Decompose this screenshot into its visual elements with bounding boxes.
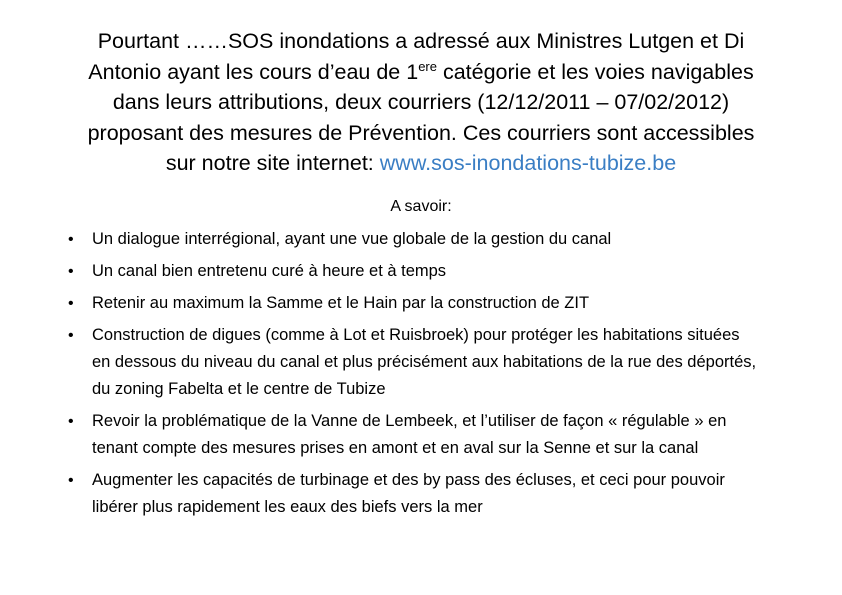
bullet-icon: • <box>68 263 74 280</box>
subtitle-a-savoir: A savoir: <box>390 198 452 215</box>
list-item <box>62 408 782 462</box>
heading-line-4: proposant des mesures de Prévention. Ces courriers sont accessibles <box>87 120 755 145</box>
heading-line-2-post: catégorie et les voies navigables <box>436 59 754 84</box>
list-item <box>62 467 782 521</box>
list-item <box>62 226 782 253</box>
bullet-icon: • <box>68 295 74 312</box>
slide-heading <box>58 26 784 179</box>
list-item <box>62 290 782 317</box>
bullet-icon: • <box>68 327 74 344</box>
heading-line-3: dans leurs attributions, deux courriers (12/12/2011 – 07/02/2012) <box>112 90 730 114</box>
bullet-icon: • <box>68 231 74 248</box>
website-link[interactable]: www.sos-inondations-tubize.be <box>379 151 677 175</box>
heading-line-2-pre: Antonio ayant les cours d’eau de 1 <box>88 59 419 84</box>
list-item-label: Revoir la problématique de la Vanne de Lembeek, et l’utiliser de façon « régulable » en tenant compte des mesures prises en amont et en aval sur la Senne et sur la canal <box>92 412 727 457</box>
list-item-label: Retenir au maximum la Samme et le Hain par la construction de ZIT <box>92 294 590 312</box>
heading-line-1: Pourtant ……SOS inondations a adressé aux Ministres Lutgen et Di <box>97 29 745 53</box>
bullet-icon: • <box>68 472 74 489</box>
list-item-label: Construction de digues (comme à Lot et Ruisbroek) pour protéger les habitations situées en dessous du niveau du canal et plus précisément aux habitations de la rue des déportés, du zoning Fabelta et le centre de Tubize <box>92 326 757 398</box>
list-item-label: Augmenter les capacités de turbinage et des by pass des écluses, et ceci pour pouvoir libérer plus rapidement les eaux des biefs vers la mer <box>92 471 725 516</box>
heading-line-5-pre: sur notre site internet: <box>165 151 380 175</box>
heading-ordinal-suffix: ere <box>418 58 437 74</box>
list-item-label: Un canal bien entretenu curé à heure et à temps <box>92 262 447 280</box>
list-item-label: Un dialogue interrégional, ayant une vue globale de la gestion du canal <box>92 230 612 248</box>
bullet-list <box>62 226 782 526</box>
list-item <box>62 322 782 403</box>
bullet-icon: • <box>68 413 74 430</box>
list-item <box>62 258 782 285</box>
